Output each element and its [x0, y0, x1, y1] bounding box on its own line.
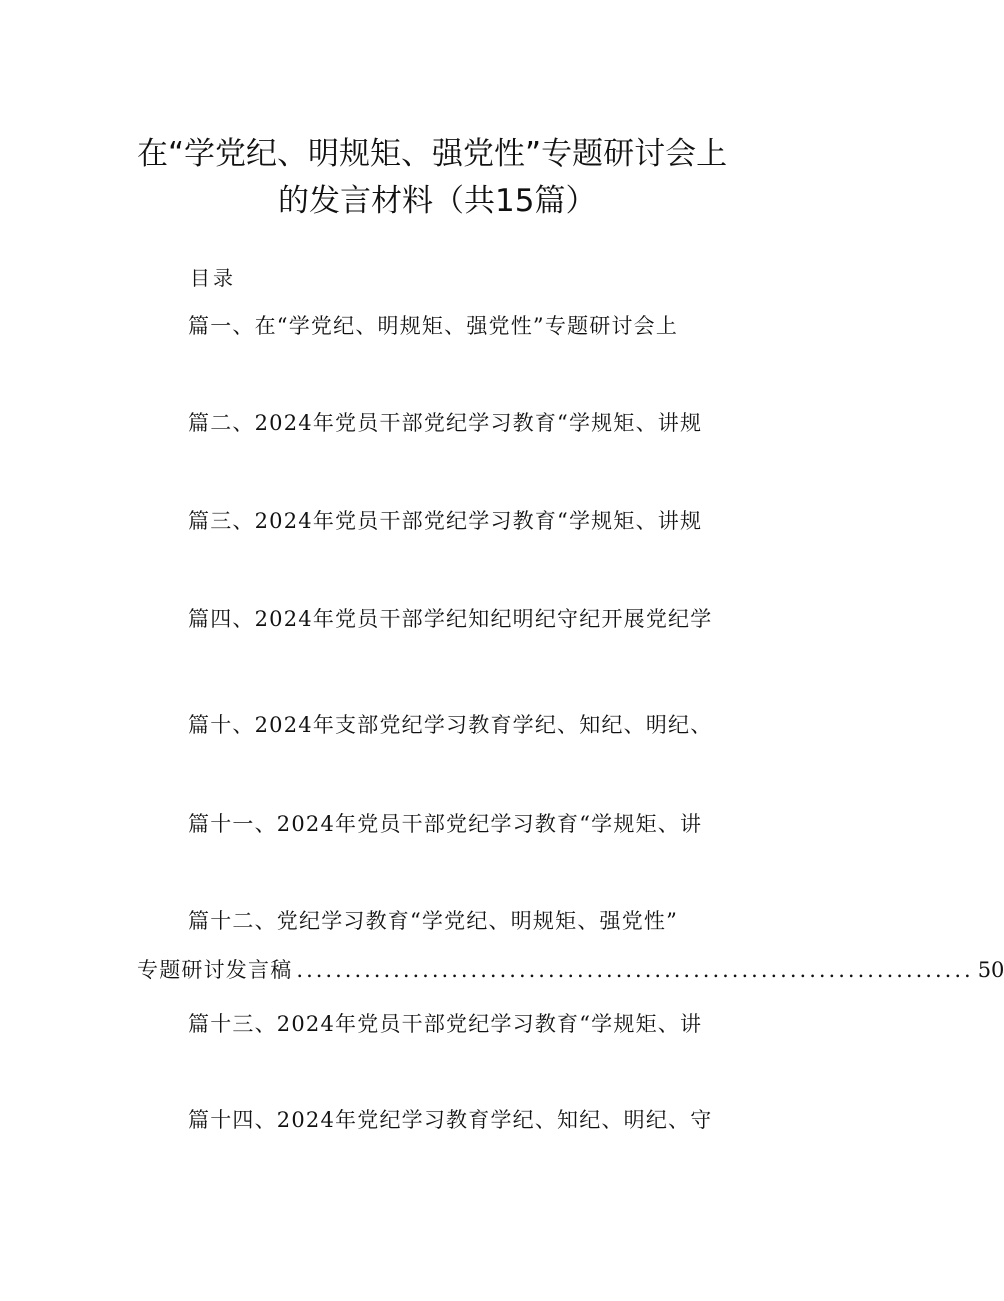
document-title-line-1: 在“学党纪、明规矩、强党性”专题研讨会上 [137, 136, 728, 172]
toc-item-12-continuation[interactable] [137, 958, 1004, 983]
toc-item-4[interactable]: 篇四、2024年党员干部学纪知纪明纪守纪开展党纪学 [188, 607, 713, 631]
toc-item-13[interactable]: 篇十三、2024年党员干部党纪学习教育“学规矩、讲 [188, 1012, 703, 1036]
toc-item-12[interactable]: 篇十二、党纪学习教育“学党纪、明规矩、强党性” [188, 909, 679, 933]
document-title-line-2: 的发言材料（共15篇） [278, 183, 597, 219]
toc-heading: 目录 [190, 266, 236, 290]
toc-dot-leader: ...................................................................... [296, 958, 974, 982]
toc-item-11[interactable]: 篇十一、2024年党员干部党纪学习教育“学规矩、讲 [188, 812, 703, 836]
toc-item-14[interactable]: 篇十四、2024年党纪学习教育学纪、知纪、明纪、守 [188, 1108, 713, 1132]
toc-item-3[interactable]: 篇三、2024年党员干部党纪学习教育“学规矩、讲规 [188, 509, 703, 533]
toc-item-1[interactable]: 篇一、在“学党纪、明规矩、强党性”专题研讨会上 [188, 314, 679, 338]
toc-item-12-continuation-text: 专题研讨发言稿 [137, 958, 293, 982]
toc-item-10[interactable]: 篇十、2024年支部党纪学习教育学纪、知纪、明纪、 [188, 713, 713, 737]
toc-page-number: 50 [977, 958, 1004, 982]
toc-item-2[interactable]: 篇二、2024年党员干部党纪学习教育“学规矩、讲规 [188, 411, 703, 435]
